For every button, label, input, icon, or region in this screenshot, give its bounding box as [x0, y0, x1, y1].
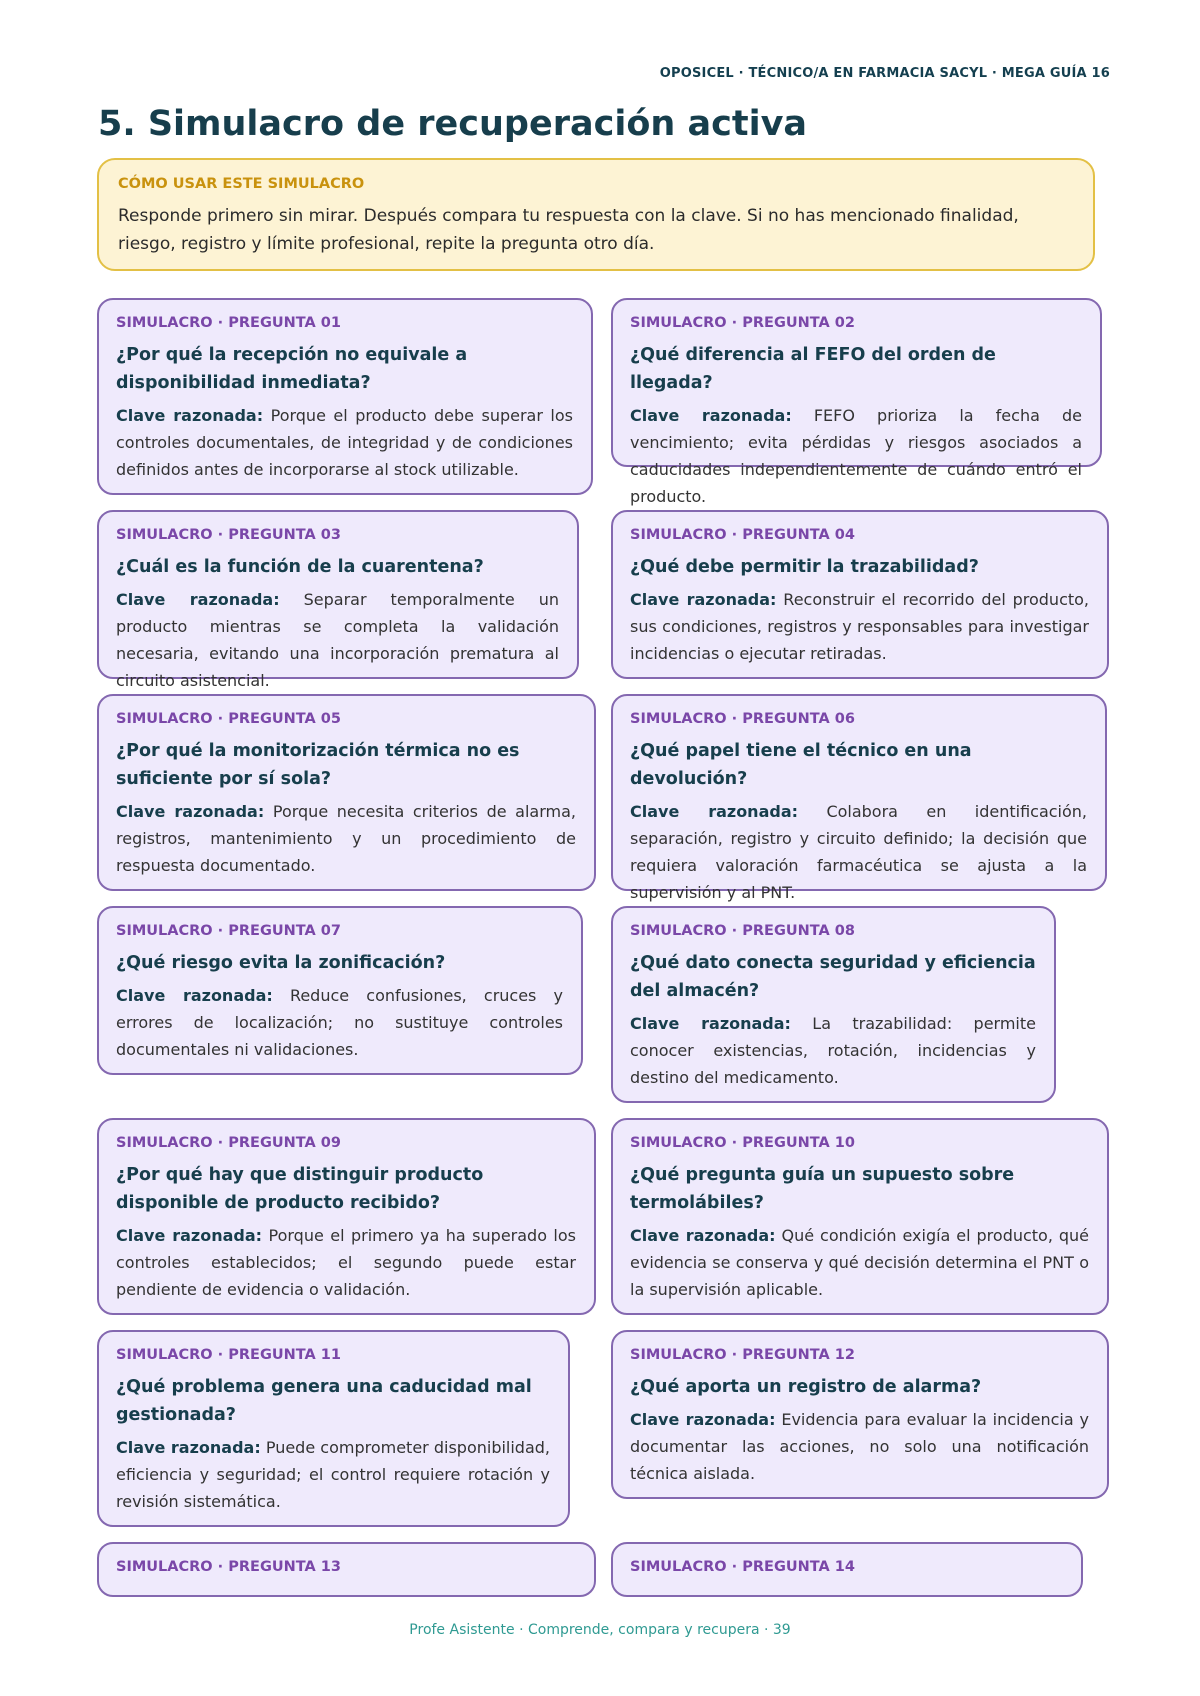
card-question: ¿Qué dato conecta seguridad y eficiencia del almacén?: [630, 953, 1036, 1001]
card-question: ¿Qué aporta un registro de alarma?: [630, 1377, 982, 1397]
card-label: SIMULACRO · PREGUNTA 02: [630, 315, 855, 331]
question-card: [611, 906, 1056, 1103]
answer-text: Porque el producto debe superar los controles documentales, de integridad y de condiciones definidos antes de incorporarse al stock utilizable.: [116, 406, 573, 479]
card-label: SIMULACRO · PREGUNTA 08: [630, 923, 855, 939]
card-question: ¿Qué problema genera una caducidad mal gestionada?: [116, 1377, 532, 1425]
answer-key-label: Clave razonada:: [630, 406, 792, 425]
card-label: SIMULACRO · PREGUNTA 07: [116, 923, 341, 939]
answer-text: Qué condición exigía el producto, qué evidencia se conserva y qué decisión determina el PNT o la supervisión aplicable.: [630, 1226, 1090, 1299]
answer-text: Evidencia para evaluar la incidencia y documentar las acciones, no solo una notificación técnica aislada.: [630, 1410, 1089, 1483]
answer-text: Porque el primero ya ha superado los controles establecidos; el segundo puede estar pendiente de evidencia o validación.: [116, 1226, 576, 1299]
answer-text: Reduce confusiones, cruces y errores de localización; no sustituye controles documentales ni validaciones.: [116, 986, 564, 1059]
how-to-use-callout: [97, 158, 1095, 271]
answer-key-label: Clave razonada:: [116, 802, 265, 821]
card-label: SIMULACRO · PREGUNTA 14: [630, 1559, 855, 1575]
card-label: SIMULACRO · PREGUNTA 06: [630, 711, 855, 727]
card-question: ¿Cuál es la función de la cuarentena?: [116, 557, 484, 577]
card-question: ¿Qué papel tiene el técnico en una devolución?: [630, 741, 972, 789]
answer-key-label: Clave razonada:: [116, 986, 273, 1005]
card-answer: [630, 586, 1089, 667]
page-title: 5. Simulacro de recuperación activa: [98, 104, 808, 144]
answer-key-label: Clave razonada:: [116, 1438, 261, 1457]
card-question: ¿Qué riesgo evita la zonificación?: [116, 953, 446, 973]
answer-text: FEFO prioriza la fecha de vencimiento; evita pérdidas y riesgos asociados a caducidades independientemente de cuándo entró el producto.: [630, 406, 1082, 506]
answer-key-label: Clave razonada:: [116, 590, 280, 609]
card-label: SIMULACRO · PREGUNTA 04: [630, 527, 855, 543]
card-label: SIMULACRO · PREGUNTA 10: [630, 1135, 855, 1151]
card-label: SIMULACRO · PREGUNTA 03: [116, 527, 341, 543]
card-answer: [116, 402, 573, 483]
answer-text: Puede comprometer disponibilidad, eficiencia y seguridad; el control requiere rotación y revisión sistemática.: [116, 1438, 551, 1511]
question-card: [97, 1542, 596, 1597]
answer-text: La trazabilidad: permite conocer existencias, rotación, incidencias y destino del medicamento.: [630, 1014, 1036, 1087]
card-question: ¿Qué debe permitir la trazabilidad?: [630, 557, 979, 577]
answer-key-label: Clave razonada:: [116, 406, 264, 425]
question-card: [611, 1118, 1109, 1315]
question-card: [611, 694, 1107, 902]
answer-text: Separar temporalmente un producto mientras se completa la validación necesaria, evitando una incorporación prematura al circuito asistencial.: [116, 590, 559, 690]
card-question: ¿Qué diferencia al FEFO del orden de llegada?: [630, 345, 996, 393]
card-question: ¿Qué pregunta guía un supuesto sobre termolábiles?: [630, 1165, 1015, 1213]
answer-key-label: Clave razonada:: [630, 1014, 791, 1033]
card-question: ¿Por qué la recepción no equivale a disponibilidad inmediata?: [116, 345, 468, 393]
card-label: SIMULACRO · PREGUNTA 12: [630, 1347, 855, 1363]
question-card: [97, 1118, 596, 1315]
callout-label: CÓMO USAR ESTE SIMULACRO: [118, 176, 365, 192]
answer-key-label: Clave razonada:: [630, 1410, 776, 1429]
page-footer: Profe Asistente · Comprende, compara y recupera · 39: [409, 1622, 791, 1638]
card-answer: [630, 1406, 1089, 1487]
question-card: [611, 1330, 1109, 1499]
question-card: [97, 298, 593, 495]
card-answer: [630, 1222, 1089, 1303]
card-label: SIMULACRO · PREGUNTA 09: [116, 1135, 341, 1151]
answer-key-label: Clave razonada:: [116, 1226, 263, 1245]
card-answer: [116, 1222, 576, 1303]
question-card: [97, 510, 579, 690]
card-answer: [116, 586, 559, 694]
card-answer: [116, 1434, 550, 1515]
question-card: [611, 510, 1109, 679]
card-answer: [116, 982, 563, 1063]
card-answer: [630, 798, 1087, 906]
card-answer: [630, 1010, 1036, 1091]
question-card: [611, 298, 1102, 506]
answer-key-label: Clave razonada:: [630, 590, 777, 609]
running-header: OPOSICEL · TÉCNICO/A EN FARMACIA SACYL · MEGA GUÍA 16: [659, 66, 1110, 81]
card-answer: [116, 798, 576, 879]
card-label: SIMULACRO · PREGUNTA 05: [116, 711, 341, 727]
callout-text: Responde primero sin mirar. Después compara tu respuesta con la clave. Si no has mencionado finalidad, riesgo, registro y límite profesional, repite la pregunta otro día.: [118, 206, 1019, 254]
card-label: SIMULACRO · PREGUNTA 11: [116, 1347, 341, 1363]
answer-text: Reconstruir el recorrido del producto, sus condiciones, registros y responsables para investigar incidencias o ejecutar retiradas.: [630, 590, 1090, 663]
card-answer: [630, 402, 1082, 510]
question-card: [97, 1330, 570, 1527]
question-card: [97, 906, 583, 1075]
answer-key-label: Clave razonada:: [630, 1226, 776, 1245]
card-question: ¿Por qué la monitorización térmica no es suficiente por sí sola?: [116, 741, 520, 789]
card-label: SIMULACRO · PREGUNTA 01: [116, 315, 341, 331]
answer-text: Porque necesita criterios de alarma, registros, mantenimiento y un procedimiento de respuesta documentado.: [116, 802, 577, 875]
question-card: [611, 1542, 1083, 1597]
card-label: SIMULACRO · PREGUNTA 13: [116, 1559, 341, 1575]
question-card: [97, 694, 596, 891]
card-question: ¿Por qué hay que distinguir producto disponible de producto recibido?: [116, 1165, 484, 1213]
answer-text: Colabora en identificación, separación, registro y circuito definido; la decisión que requiera valoración farmacéutica se ajusta a la supervisión y al PNT.: [630, 802, 1088, 902]
answer-key-label: Clave razonada:: [630, 802, 799, 821]
